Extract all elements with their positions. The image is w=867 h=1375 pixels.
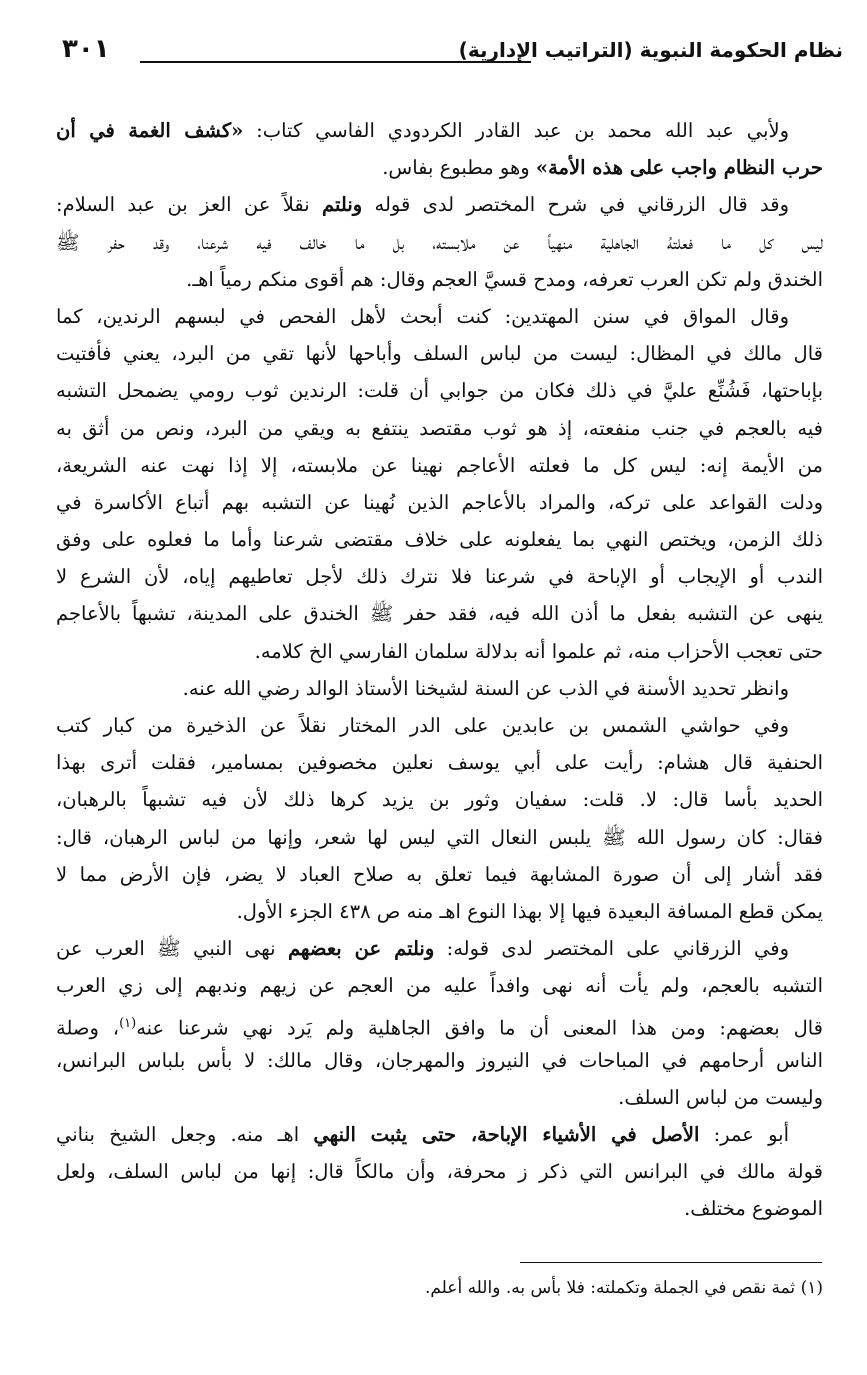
text-line (56, 261, 823, 298)
text-line (56, 372, 823, 409)
text-segment: اهـ منه. وجعل الشيخ بناني (56, 1123, 314, 1147)
text-segment: وليست من لباس السلف. (618, 1085, 823, 1109)
text-line (56, 1042, 823, 1079)
text-line (56, 447, 823, 484)
text-segment: ينهى عن التشبه بفعل ما أذن الله فيه، فقد حفر ﷺ الخندق على المدينة، تشبهاً بالأعاجم (56, 602, 823, 626)
text-line (56, 781, 823, 818)
text-line (56, 670, 823, 707)
text-line (56, 558, 823, 595)
bold-phrase: الأصل في الأشياء الإباحة، حتى يثبت النهي (313, 1123, 700, 1147)
header-rule (140, 61, 531, 63)
text-segment: وانظر تحديد الأسنة في الذب عن السنة لشيخنا الأستاذ الوالد رضي الله عنه. (182, 676, 789, 700)
text-segment: فقد أشار إلى أن صورة المشابهة فيما تعلق به صلاح العباد لا يضر، فإن الأرض مما لا (56, 862, 823, 886)
footnote: (١) ثمة نقص في الجملة وتكملته: فلا بأس به. والله أعلم. (424, 1278, 823, 1298)
footnote-rule (520, 1262, 822, 1263)
text-segment: نهى النبي ﷺ العرب عن (56, 937, 288, 961)
text-line (56, 112, 823, 149)
text-line (56, 967, 823, 1004)
text-segment: قال مالك في المظال: ليست من لباس السلف وأباحها لأنها تقي من البرد، يعني فأفتيت (56, 342, 823, 366)
text-segment: حتى تعجب الأحزاب منه، ثم علموا أنه بدلالة سلمان الفارسي الخ كلامه. (254, 639, 823, 663)
text-line (56, 707, 823, 744)
body-text (56, 112, 823, 1228)
text-line (56, 893, 823, 930)
text-segment: الحديد بأسا قال: لا. قلت: سفيان وثور بن يزيد كرها ذلك لأن فيه تشبهاً بالرهبان، (56, 788, 823, 812)
text-line (56, 930, 823, 967)
text-segment: وقد قال الزرقاني في شرح المختصر لدى قوله (362, 193, 789, 217)
text-line (56, 335, 823, 372)
text-line (56, 819, 823, 856)
page-header (62, 30, 843, 80)
text-line (56, 410, 823, 447)
bold-phrase: «كشف الغمة في أن (56, 119, 244, 142)
text-line (56, 484, 823, 521)
text-segment: ودلت القواعد على تركه، والمراد بالأعاجم الذين نُهينا عن التشبه بهم أتباع الأكاسرة في (56, 490, 823, 514)
text-segment: قال بعضهم: ومن هذا المعنى أن ما وافق الجاهلية ولم يَرد نهي شرعنا عنه (136, 1016, 823, 1039)
text-segment: قولة مالك في البرانس التي ذكر ز محرفة، وأن مالكاً قال: إنها من لباس السلف، ولعل (56, 1160, 823, 1184)
page-number: ٣٠١ (62, 34, 110, 64)
text-line (56, 298, 823, 335)
text-segment: ليس كل ما فعلتهُ الجاهلية منهياً عن ملابسته، بل ما خالف فيه شرعنا، وقد حفر ﷺ (56, 230, 823, 254)
text-line (56, 595, 823, 632)
text-segment: الخندق ولم تكن العرب تعرفه، ومدح قسيَّ العجم وقال: هم أقوى منكم رمياً اهـ. (186, 267, 823, 291)
text-segment: وفي حواشي الشمس بن عابدين على الدر المختار نقلاً عن الذخيرة من كبار كتب (56, 714, 789, 737)
bold-phrase: حرب النظام واجب على هذه الأمة» (535, 156, 823, 180)
text-segment: أبو عمر: (699, 1123, 789, 1147)
text-segment: وفي الزرقاني على المختصر لدى قوله: (434, 937, 789, 961)
text-line (56, 1153, 823, 1190)
text-line (56, 186, 823, 223)
text-segment: وهو مطبوع بفاس. (382, 156, 536, 180)
text-line (56, 633, 823, 670)
text-line (56, 1190, 823, 1227)
text-line (56, 1079, 823, 1116)
text-segment: نقلاً عن العز بن عبد السلام: (56, 193, 322, 217)
text-segment: وقال المواق في سنن المهتدين: كنت أبحث لأهل الفحص في لبسهم الرندين، كما (56, 304, 789, 328)
text-segment: ، وصلة (56, 1016, 120, 1039)
text-segment: فقال: كان رسول الله ﷺ يلبس النعال التي ليس لها شعر، وإنها من لباس الرهبان، قال: (56, 825, 823, 849)
text-line (56, 744, 823, 781)
text-segment: بإباحتها، فَشُنِّع عليَّ في ذلك فكان من جوابي أن قلت: الرندين ثوب رومي يضمحل التشبه (56, 379, 823, 403)
text-segment: ولأبي عبد الله محمد بن عبد القادر الكردودي الفاسي كتاب: (243, 119, 789, 142)
running-title: نظام الحكومة النبوية (التراتيب الإدارية) (458, 38, 843, 62)
text-segment: من الأيمة إنه: ليس كل ما فعلته الأعاجم نهينا عن ملابسته، إلا إذا نهت عنه الشريعة، (56, 453, 823, 477)
text-segment: التشبه بالعجم، ولم يأت أنه نهى وافداً عليه من العجم عن زيهم وندبهم إلى زي العرب (56, 974, 823, 998)
text-line (56, 149, 823, 186)
text-segment: ذلك الزمن، ويختص النهي بما يفعلونه على خلاف مقتضى شرعنا وأما ما فعلوه على وفق (56, 528, 823, 552)
text-segment: الحنفية قال هشام: رأيت على أبي يوسف نعلين مخصوفين بمسامير، فقلت أترى بهذا (56, 751, 823, 775)
text-line (56, 224, 823, 261)
text-segment: يمكن قطع المسافة البعيدة فيها إلا بهذا النوع اهـ منه ص ٤٣٨ الجزء الأول. (236, 899, 823, 923)
text-line (56, 1116, 823, 1153)
footnote-marker: (١) (119, 1015, 137, 1031)
text-segment: الموضوع مختلف. (684, 1197, 823, 1221)
text-line (56, 856, 823, 893)
text-segment: الندب أو الإيجاب أو الإباحة في شرعنا فلا نترك ذلك لأجل تعاطيهم إياه، لأن الشرع لا (56, 565, 823, 589)
text-line (56, 521, 823, 558)
text-segment: الناس أرحامهم في المباحات في النيروز والمهرجان، وقال مالك: لا بأس بلباس البرانس، (56, 1048, 823, 1072)
text-segment: فيه بالعجم في جنب منفعته، إذ هو ثوب مقتصد ينتفع به ويقي من البرد، ونص من أثق به (56, 416, 823, 440)
bold-phrase: ونلتم (322, 193, 363, 217)
text-line (56, 1005, 823, 1042)
bold-phrase: ونلتم عن بعضهم (287, 937, 435, 961)
